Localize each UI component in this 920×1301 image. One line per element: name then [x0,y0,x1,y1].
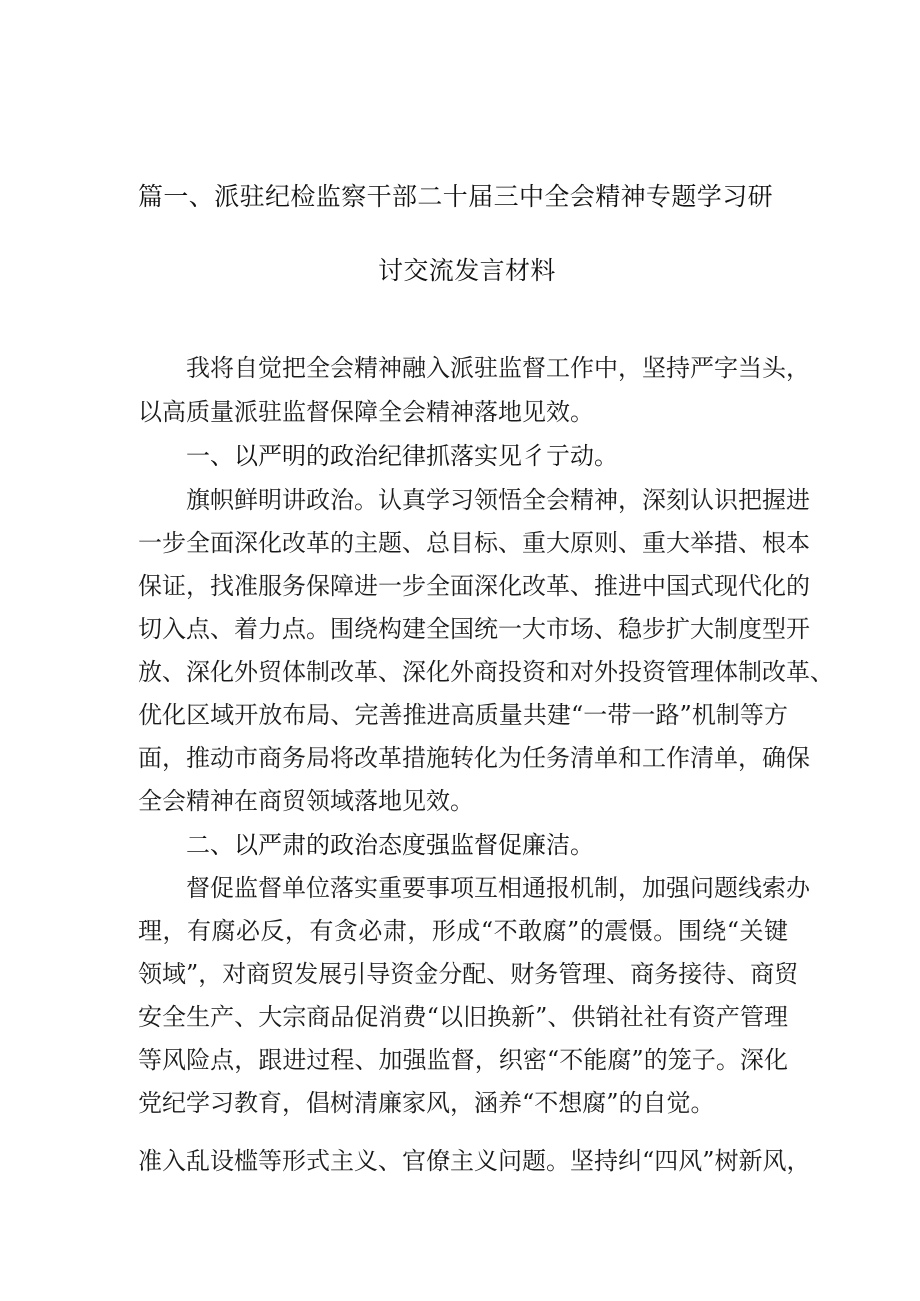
document-title-line-1: 篇一、派驻纪检监察干部二十届三中全会精神专题学习研 [138,182,774,211]
section-2-line: 党纪学习教育，倡树清廉家风，涵养“不想腐”的自觉。 [138,1089,715,1117]
section-2-heading: 二、以严肃的政治态度强监督促廉洁。 [186,831,594,859]
document-title-line-2: 讨交流发言材料 [378,256,556,285]
section-2-line: 安全生产、大宗商品促消费“以旧换新”、供销社社有资产管理 [138,1003,788,1031]
intro-line: 以高质量派驻监督保障全会精神落地见效。 [138,398,594,426]
section-1-line: 全会精神在商贸领域落地见效。 [138,787,474,815]
section-1-heading: 一、以严明的政治纪律抓落实见彳亍动。 [186,442,618,470]
section-1-line: 切入点、着力点。围绕构建全国统一大市场、稳步扩大制度型开 [138,615,810,643]
intro-line: 我将自觉把全会精神融入派驻监督工作中，坚持严字当头， [186,354,810,382]
section-1-line: 旗帜鲜明讲政治。认真学习领悟全会精神，深刻认识把握进 [186,486,810,514]
section-1-line: 面，推动市商务局将改革措施转化为任务清单和工作清单，确保 [138,744,810,772]
section-1-line: 保证，找准服务保障进一步全面深化改革、推进中国式现代化的 [138,572,810,600]
section-1-line: 一步全面深化改革的主题、总目标、重大原则、重大举措、根本 [138,529,810,557]
continuation-line: 准入乱设槛等形式主义、官僚主义问题。坚持纠“四风”树新风， [138,1147,811,1175]
section-2-line: 理，有腐必反，有贪必肃，形成“不敢腐”的震慑。围绕“关键 [138,917,788,945]
section-1-line: 优化区域开放布局、完善推进高质量共建“一带一路”机制等方 [138,701,788,729]
section-2-line: 等风险点，跟进过程、加强监督，织密“不能腐”的笼子。深化 [138,1046,788,1074]
section-2-line: 督促监督单位落实重要事项互相通报机制，加强问题线索办 [186,874,810,902]
section-1-line: 放、深化外贸体制改革、深化外商投资和对外投资管理体制改革、 [138,658,834,686]
section-2-line: 领域”，对商贸发展引导资金分配、财务管理、商务接待、商贸 [138,960,799,988]
